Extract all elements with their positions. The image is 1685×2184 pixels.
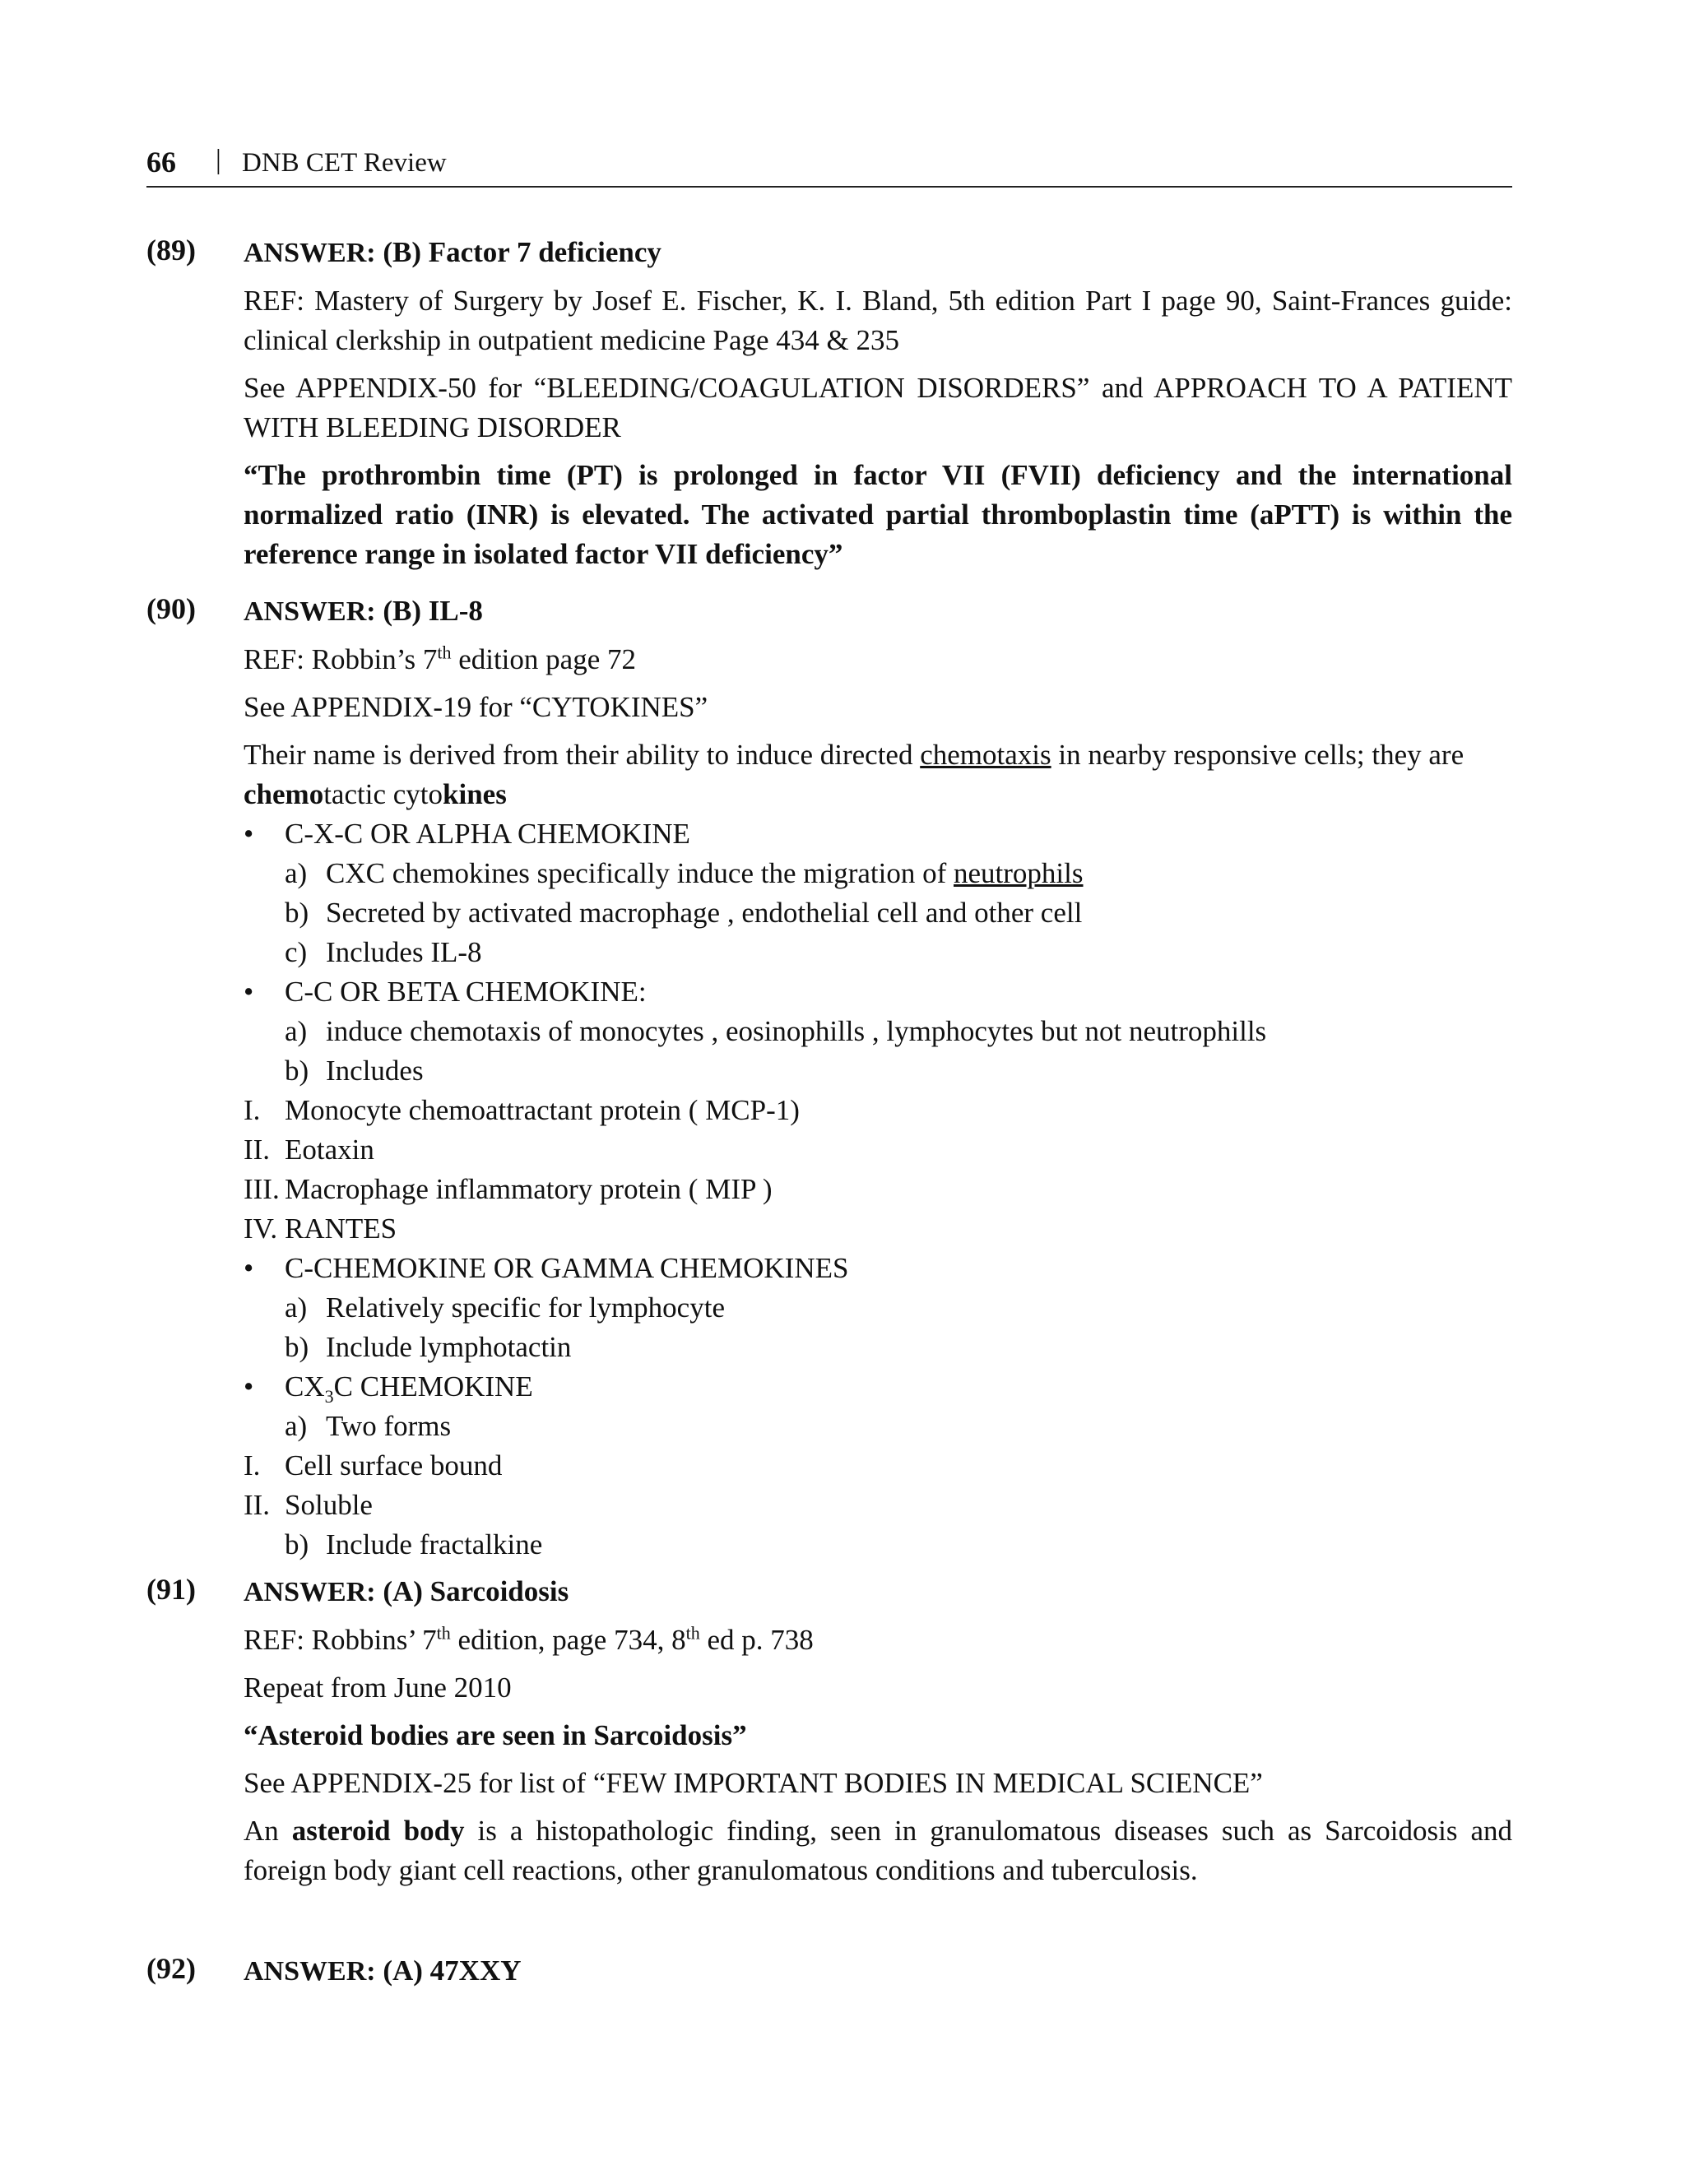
header-separator: |	[216, 145, 221, 175]
answer-line	[244, 233, 1512, 273]
list-item: II. Eotaxin	[244, 1134, 374, 1166]
appendix-note: See APPENDIX-25 for list of “FEW IMPORTANT BODIES IN MEDICAL SCIENCE”	[244, 1767, 1263, 1799]
list-item: b) Secreted by activated macrophage , endothelial cell and other cell	[285, 897, 1083, 929]
answer-line	[244, 1572, 1512, 1612]
question-number: (92)	[146, 1952, 196, 1985]
list-item: a) Two forms	[285, 1410, 452, 1442]
answer-text: (A) Sarcoidosis	[383, 1575, 569, 1607]
page-number: 66	[146, 146, 176, 179]
page-header	[146, 145, 1512, 188]
answer-label: ANSWER:	[244, 1956, 376, 1987]
answer-label: ANSWER:	[244, 1577, 376, 1607]
reference: REF: Robbins’ 7th edition, page 734, 8th ed p. 738	[244, 1622, 814, 1656]
answer-text: (B) IL-8	[383, 595, 483, 627]
appendix-note: See APPENDIX-19 for “CYTOKINES”	[244, 691, 708, 723]
list-item: • C-X-C OR ALPHA CHEMOKINE	[244, 818, 690, 850]
answer-text: (A) 47XXY	[383, 1954, 522, 1987]
answer-label: ANSWER:	[244, 238, 376, 268]
list-item: IV. RANTES	[244, 1213, 397, 1245]
question-number: (89)	[146, 234, 196, 267]
answer-label: ANSWER:	[244, 596, 376, 627]
key-quote: “Asteroid bodies are seen in Sarcoidosis”	[244, 1719, 747, 1751]
appendix-note: See APPENDIX-50 for “BLEEDING/COAGULATION DISORDERS” and APPROACH TO A PATIENT WITH BLEEDING DISORDER	[244, 372, 1512, 443]
answer-text: (B) Factor 7 deficiency	[383, 236, 661, 268]
list-item: II. Soluble	[244, 1489, 373, 1521]
list-item: • $CX_3C$ CHEMOKINE	[244, 1370, 533, 1407]
list-item: I. Cell surface bound	[244, 1449, 503, 1482]
list-item: b) Include lymphotactin	[285, 1331, 572, 1363]
list-item: • C-CHEMOKINE OR GAMMA CHEMOKINES	[244, 1252, 849, 1284]
list-item: c) Includes IL-8	[285, 936, 482, 968]
intro-paragraph: Their name is derived from their ability to induce directed chemotaxis in nearby responsive cells; they are chemotactic cytokines	[244, 739, 1465, 810]
reference: REF: Robbin’s 7th edition page 72	[244, 642, 636, 675]
list-item: a) CXC chemokines specifically induce the migration of neutrophils	[285, 857, 1084, 889]
question-number: (90)	[146, 592, 196, 625]
list-item: b) Include fractalkine	[285, 1528, 543, 1560]
question-number: (91)	[146, 1573, 196, 1606]
key-quote: “The prothrombin time (PT) is prolonged in factor VII (FVII) deficiency and the international normalized ratio (INR) is elevated. The activated partial thromboplastin time (aPTT) is within the reference range in isolated factor VII deficiency”	[244, 459, 1512, 570]
reference: REF: Mastery of Surgery by Josef E. Fischer, K. I. Bland, 5th edition Part I page 90, Saint-Frances guide: clinical clerkship in outpatient medicine Page 434 & 235	[244, 285, 1512, 356]
repeat-note: Repeat from June 2010	[244, 1672, 512, 1704]
list-item: a) induce chemotaxis of monocytes , eosinophills , lymphocytes but not neutrophills	[285, 1015, 1267, 1047]
explanation-paragraph: An asteroid body is a histopathologic finding, seen in granulomatous diseases such as Sarcoidosis and foreign body giant cell reactions, other granulomatous conditions and tuberculosis.	[244, 1815, 1512, 1886]
list-item: • C-C OR BETA CHEMOKINE:	[244, 976, 647, 1008]
answer-line	[244, 591, 1512, 632]
list-item: I. Monocyte chemoattractant protein ( MCP-1)	[244, 1094, 800, 1126]
list-item: III. Macrophage inflammatory protein ( MIP )	[244, 1173, 773, 1205]
list-item: a) Relatively specific for lymphocyte	[285, 1291, 725, 1324]
list-item: b) Includes	[285, 1055, 424, 1087]
answer-line	[244, 1951, 1512, 1992]
running-title: DNB CET Review	[242, 148, 447, 178]
